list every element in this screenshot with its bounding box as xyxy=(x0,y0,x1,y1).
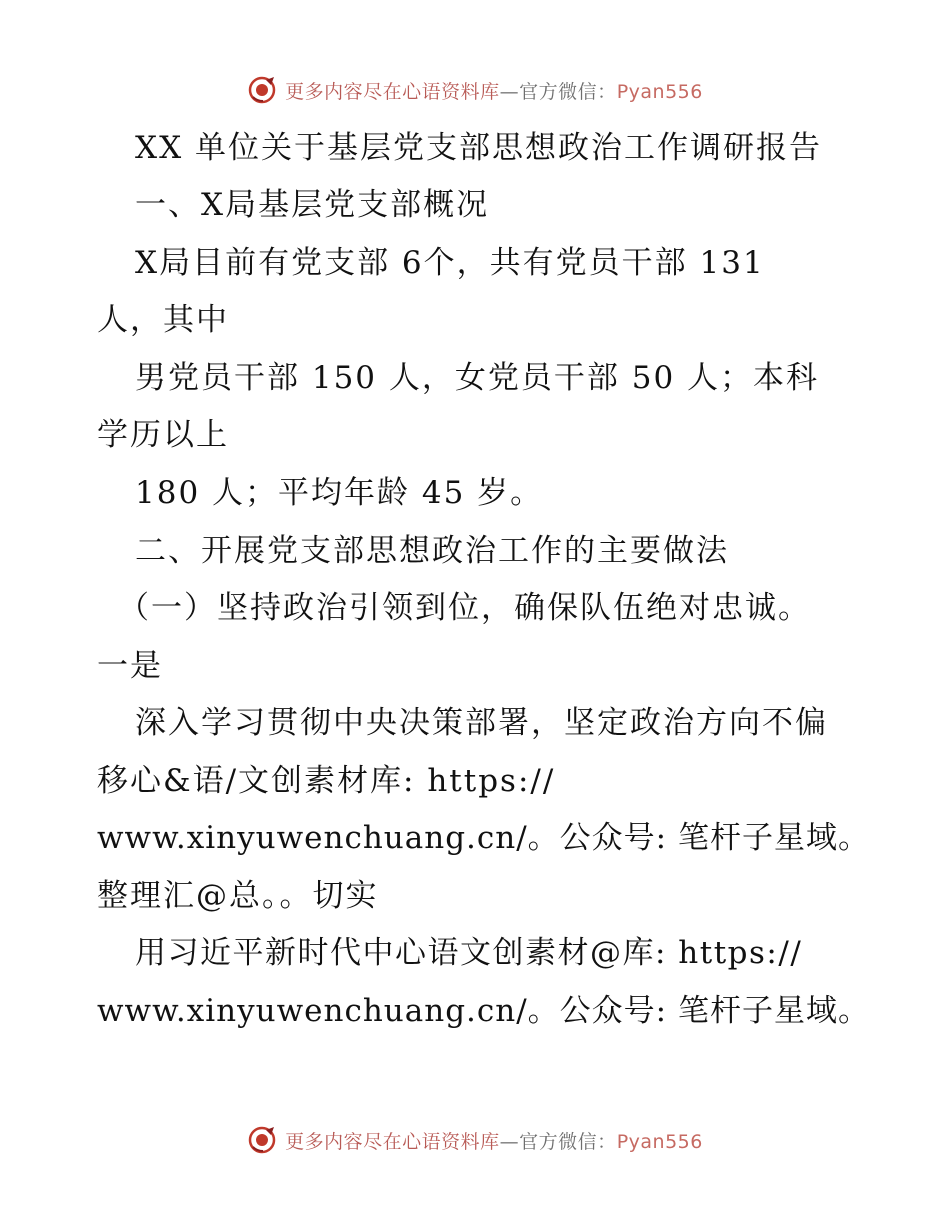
paragraph-line: 整理汇@总。。切实 xyxy=(97,878,379,914)
watermark-text: 更多内容尽在心语资料库—官方微信：Pyan556 xyxy=(285,1130,703,1153)
watermark-banner-bottom xyxy=(0,1120,950,1160)
document-title: XX 单位关于基层党支部思想政治工作调研报告 xyxy=(135,130,822,166)
paragraph-line: X局目前有党支部 6个，共有党员干部 131 xyxy=(135,245,765,281)
logo-icon xyxy=(247,1125,277,1155)
section-heading: 二、开展党支部思想政治工作的主要做法 xyxy=(135,533,729,569)
section-heading: 一、X局基层党支部概况 xyxy=(135,187,490,223)
paragraph-line: 用习近平新时代中心语文创素材@库: https:// xyxy=(135,935,803,971)
paragraph-line: www.xinyuwenchuang.cn/。公众号: 笔杆子星域。 xyxy=(97,993,870,1029)
watermark-banner-top xyxy=(0,70,950,110)
paragraph-line: 移心&语/文创素材库: https:// xyxy=(97,763,556,799)
watermark-text: 更多内容尽在心语资料库—官方微信：Pyan556 xyxy=(285,80,703,103)
paragraph-line: www.xinyuwenchuang.cn/。公众号: 笔杆子星域。 xyxy=(97,820,870,856)
paragraph-line: 男党员干部 150 人，女党员干部 50 人；本科 xyxy=(135,360,820,396)
logo-icon xyxy=(247,75,277,105)
subsection-heading: （一）坚持政治引领到位，确保队伍绝对忠诚。 xyxy=(118,590,811,626)
paragraph-line: 深入学习贯彻中央决策部署，坚定政治方向不偏 xyxy=(135,705,828,741)
paragraph-line: 一是 xyxy=(97,648,163,684)
paragraph-line: 180 人；平均年龄 45 岁。 xyxy=(135,475,544,511)
paragraph-line: 学历以上 xyxy=(97,417,229,453)
paragraph-line: 人，其中 xyxy=(97,302,229,338)
